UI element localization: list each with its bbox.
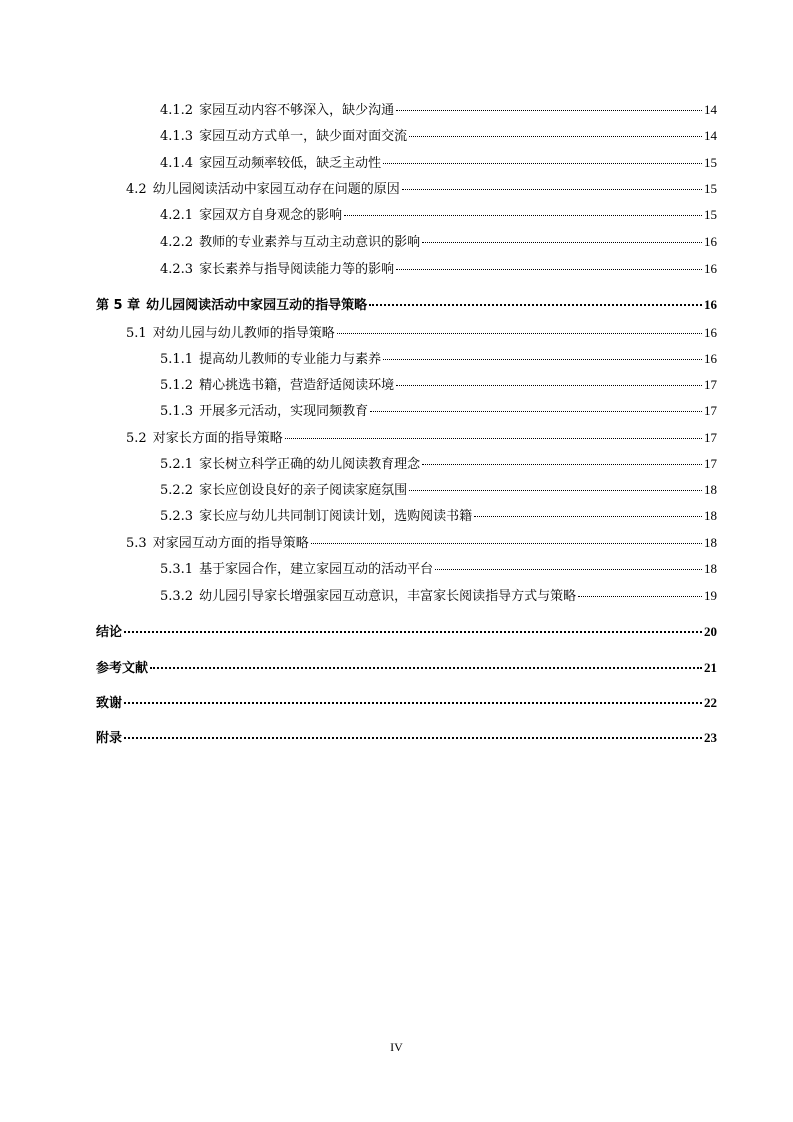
toc-entry-number: 4.1.4	[160, 156, 194, 171]
toc-entry-title: 附录	[96, 731, 123, 746]
toc-entry-title: 家长应创设良好的亲子阅读家庭氛围	[199, 483, 408, 498]
toc-entry[interactable]	[160, 587, 717, 606]
toc-entry[interactable]	[160, 260, 717, 279]
toc-entry-number: 5.2.1	[160, 457, 194, 472]
toc-entry[interactable]	[160, 233, 717, 252]
toc-dot-leader	[409, 136, 702, 137]
toc-entry-title: 对幼儿园与幼儿教师的指导策略	[152, 326, 335, 341]
toc-entry-title: 对家长方面的指导策略	[152, 431, 283, 446]
toc-entry-number: 4.2.2	[160, 235, 194, 250]
toc-entry[interactable]	[160, 560, 717, 579]
toc-dot-leader	[369, 304, 702, 306]
toc-entry-number: 5.2.3	[160, 509, 194, 524]
toc-entry-page: 17	[704, 377, 717, 392]
toc-entry[interactable]	[160, 206, 717, 225]
toc-entry-page: 15	[704, 155, 717, 170]
toc-chapter-entry[interactable]	[96, 659, 717, 678]
toc-entry-title: 家园互动方式单一，缺少面对面交流	[199, 129, 408, 144]
toc-entry-number: 第 5 章	[96, 298, 141, 313]
toc-entry-number: 4.2	[126, 182, 147, 197]
toc-entry[interactable]	[160, 455, 717, 474]
toc-dot-leader	[370, 411, 702, 412]
toc-entry-title: 教师的专业素养与互动主动意识的影响	[199, 235, 421, 250]
toc-entry[interactable]	[160, 376, 717, 395]
toc-entry-number: 5.3	[126, 536, 147, 551]
toc-entry-page: 23	[704, 730, 717, 745]
toc-entry-number: 5.1.3	[160, 404, 194, 419]
toc-dot-leader	[124, 702, 702, 704]
toc-entry-title: 家园双方自身观念的影响	[199, 208, 343, 223]
toc-dot-leader	[124, 631, 702, 633]
toc-dot-leader	[383, 163, 702, 164]
toc-entry-title: 对家园互动方面的指导策略	[152, 536, 309, 551]
page-number: IV	[390, 1040, 403, 1054]
toc-dot-leader	[337, 333, 702, 334]
toc-entry-number: 5.2.2	[160, 483, 194, 498]
toc-entry[interactable]	[126, 324, 717, 343]
toc-chapter-entry[interactable]	[96, 623, 717, 642]
toc-entry-title: 家长应与幼儿共同制订阅读计划，选购阅读书籍	[199, 509, 473, 524]
toc-entry-page: 17	[704, 430, 717, 445]
toc-entry-page: 16	[704, 261, 717, 276]
toc-entry-page: 15	[704, 207, 717, 222]
toc-entry[interactable]	[126, 534, 717, 553]
toc-entry-page: 18	[704, 482, 717, 497]
toc-entry-page: 14	[704, 102, 717, 117]
toc-dot-leader	[422, 242, 702, 243]
toc-entry[interactable]	[126, 180, 717, 199]
toc-entry[interactable]	[160, 507, 717, 526]
toc-entry-title: 参考文献	[96, 661, 149, 676]
toc-entry-title: 开展多元活动，实现同频教育	[199, 404, 369, 419]
toc-chapter-entry[interactable]	[96, 296, 717, 315]
toc-entry-number: 4.2.3	[160, 262, 194, 277]
toc-entry-title: 家园互动频率较低，缺乏主动性	[199, 156, 382, 171]
toc-dot-leader	[285, 438, 702, 439]
toc-dot-leader	[396, 269, 702, 270]
toc-entry-page: 16	[704, 234, 717, 249]
toc-entry[interactable]	[160, 350, 717, 369]
toc-dot-leader	[396, 110, 702, 111]
toc-entry[interactable]	[160, 402, 717, 421]
toc-entry-number: 4.2.1	[160, 208, 194, 223]
toc-entry-number: 5.1.1	[160, 352, 194, 367]
toc-entry-title: 结论	[96, 625, 123, 640]
toc-entry-title: 幼儿园阅读活动中家园互动的指导策略	[146, 298, 368, 313]
toc-entry-number: 5.3.2	[160, 589, 194, 604]
toc-chapter-entry[interactable]	[96, 694, 717, 713]
toc-entry-page: 17	[704, 456, 717, 471]
toc-entry-title: 基于家园合作，建立家园互动的活动平台	[199, 562, 434, 577]
toc-entry-page: 16	[704, 325, 717, 340]
toc-entry-number: 5.2	[126, 431, 147, 446]
toc-entry-title: 幼儿园引导家长增强家园互动意识，丰富家长阅读指导方式与策略	[199, 589, 577, 604]
toc-entry-number: 5.3.1	[160, 562, 194, 577]
toc-entry-page: 16	[704, 351, 717, 366]
toc-dot-leader	[402, 189, 702, 190]
toc-entry-title: 精心挑选书籍，营造舒适阅读环境	[199, 378, 395, 393]
toc-entry-number: 4.1.3	[160, 129, 194, 144]
toc-dot-leader	[578, 596, 702, 597]
toc-entry-title: 家长素养与指导阅读能力等的影响	[199, 262, 395, 277]
toc-dot-leader	[435, 569, 702, 570]
toc-entry-title: 家园互动内容不够深入，缺少沟通	[199, 103, 395, 118]
toc-entry-number: 5.1	[126, 326, 147, 341]
toc-entry-page: 15	[704, 181, 717, 196]
toc-dot-leader	[474, 516, 702, 517]
toc-entry-page: 18	[704, 561, 717, 576]
toc-dot-leader	[383, 359, 702, 360]
toc-entry-page: 16	[704, 297, 717, 312]
toc-entry-page: 14	[704, 128, 717, 143]
toc-entry[interactable]	[160, 154, 717, 173]
toc-entry-number: 4.1.2	[160, 103, 194, 118]
toc-entry-title: 幼儿园阅读活动中家园互动存在问题的原因	[152, 182, 400, 197]
toc-entry[interactable]	[126, 429, 717, 448]
toc-entry-page: 18	[704, 535, 717, 550]
toc-dot-leader	[396, 385, 702, 386]
toc-dot-leader	[409, 490, 702, 491]
toc-entry[interactable]	[160, 101, 717, 120]
toc-entry-title: 家长树立科学正确的幼儿阅读教育理念	[199, 457, 421, 472]
toc-entry[interactable]	[160, 127, 717, 146]
toc-entry-number: 5.1.2	[160, 378, 194, 393]
toc-entry-title: 致谢	[96, 696, 123, 711]
toc-entry-page: 20	[704, 624, 717, 639]
toc-entry-title: 提高幼儿教师的专业能力与素养	[199, 352, 382, 367]
toc-entry-page: 21	[704, 660, 717, 675]
toc-dot-leader	[422, 464, 702, 465]
toc-entry-page: 22	[704, 695, 717, 710]
toc-entry-page: 17	[704, 403, 717, 418]
toc-dot-leader	[124, 737, 702, 739]
toc-dot-leader	[150, 667, 702, 669]
toc-dot-leader	[311, 543, 702, 544]
toc-entry[interactable]	[160, 481, 717, 500]
toc-chapter-entry[interactable]	[96, 729, 717, 748]
toc-dot-leader	[344, 215, 702, 216]
toc-entry-page: 18	[704, 508, 717, 523]
toc-entry-page: 19	[704, 588, 717, 603]
